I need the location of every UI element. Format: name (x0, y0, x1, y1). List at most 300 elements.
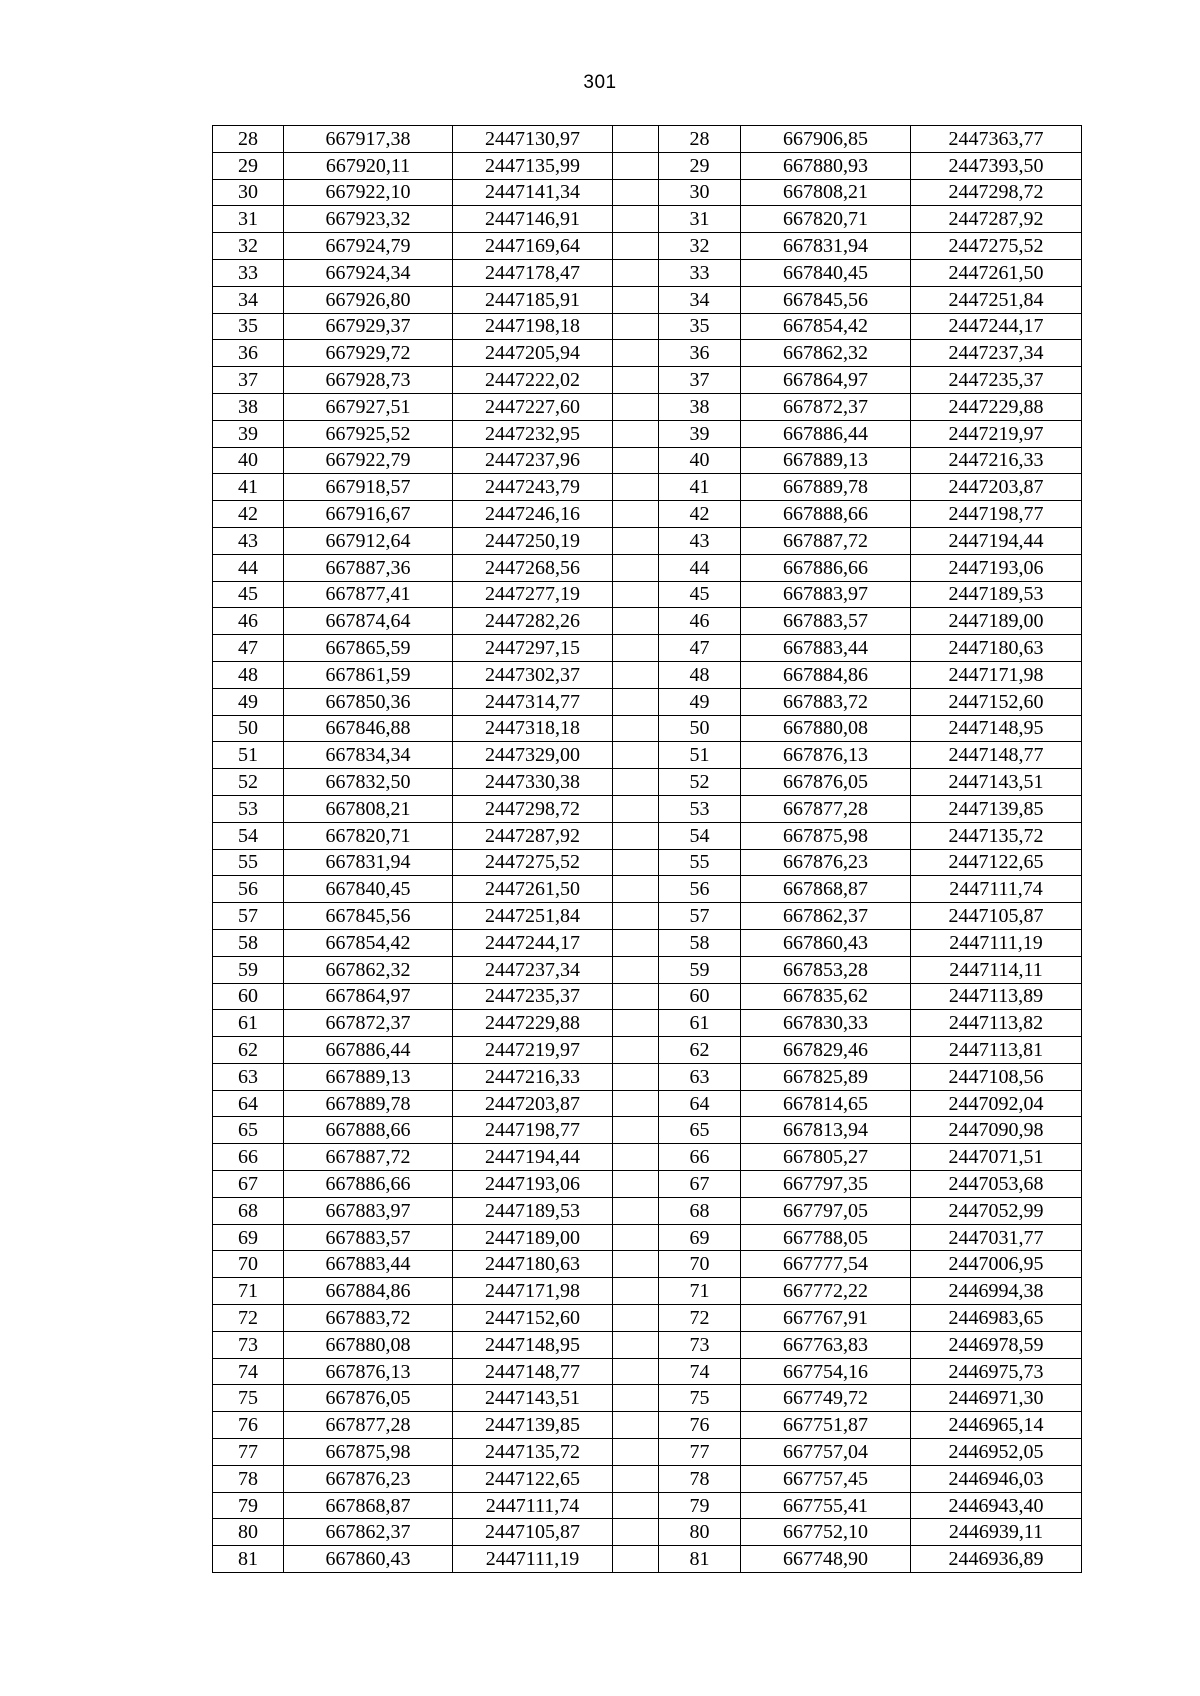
left-y-coordinate-cell: 2447122,65 (453, 1465, 613, 1492)
left-point-number-cell: 36 (213, 340, 284, 367)
left-x-coordinate-cell: 667876,13 (284, 1358, 453, 1385)
table-row (213, 1010, 1082, 1037)
right-y-coordinate-cell: 2446946,03 (911, 1465, 1082, 1492)
right-point-number-cell: 42 (659, 501, 741, 528)
left-point-number-cell: 77 (213, 1439, 284, 1466)
left-y-coordinate-cell: 2447229,88 (453, 1010, 613, 1037)
right-y-coordinate-cell: 2446936,89 (911, 1546, 1082, 1573)
table-row (213, 688, 1082, 715)
left-point-number-cell: 64 (213, 1090, 284, 1117)
right-point-number-cell: 43 (659, 527, 741, 554)
right-x-coordinate-cell: 667772,22 (741, 1278, 911, 1305)
table-row (213, 152, 1082, 179)
left-x-coordinate-cell: 667864,97 (284, 983, 453, 1010)
left-point-number-cell: 34 (213, 286, 284, 313)
left-y-coordinate-cell: 2447205,94 (453, 340, 613, 367)
spacer-cell (613, 1278, 659, 1305)
left-y-coordinate-cell: 2447135,99 (453, 152, 613, 179)
coordinates-table (212, 125, 1082, 1573)
table-row (213, 1171, 1082, 1198)
left-point-number-cell: 46 (213, 608, 284, 635)
table-row (213, 393, 1082, 420)
left-x-coordinate-cell: 667868,87 (284, 1492, 453, 1519)
left-point-number-cell: 75 (213, 1385, 284, 1412)
table-row (213, 233, 1082, 260)
table-row (213, 259, 1082, 286)
right-x-coordinate-cell: 667797,05 (741, 1197, 911, 1224)
right-x-coordinate-cell: 667763,83 (741, 1331, 911, 1358)
left-point-number-cell: 65 (213, 1117, 284, 1144)
left-y-coordinate-cell: 2447203,87 (453, 1090, 613, 1117)
right-point-number-cell: 47 (659, 635, 741, 662)
table-row (213, 742, 1082, 769)
right-y-coordinate-cell: 2447105,87 (911, 903, 1082, 930)
right-point-number-cell: 29 (659, 152, 741, 179)
spacer-cell (613, 420, 659, 447)
right-x-coordinate-cell: 667860,43 (741, 929, 911, 956)
right-x-coordinate-cell: 667889,13 (741, 447, 911, 474)
right-x-coordinate-cell: 667888,66 (741, 501, 911, 528)
right-y-coordinate-cell: 2447216,33 (911, 447, 1082, 474)
right-y-coordinate-cell: 2447298,72 (911, 179, 1082, 206)
page-number: 301 (583, 72, 617, 93)
table-row (213, 286, 1082, 313)
left-y-coordinate-cell: 2447148,77 (453, 1358, 613, 1385)
left-y-coordinate-cell: 2447277,19 (453, 581, 613, 608)
left-point-number-cell: 69 (213, 1224, 284, 1251)
right-x-coordinate-cell: 667767,91 (741, 1305, 911, 1332)
right-x-coordinate-cell: 667748,90 (741, 1546, 911, 1573)
spacer-cell (613, 822, 659, 849)
left-y-coordinate-cell: 2447111,74 (453, 1492, 613, 1519)
left-y-coordinate-cell: 2447243,79 (453, 474, 613, 501)
right-point-number-cell: 72 (659, 1305, 741, 1332)
right-point-number-cell: 80 (659, 1519, 741, 1546)
right-y-coordinate-cell: 2447237,34 (911, 340, 1082, 367)
table-row (213, 313, 1082, 340)
left-y-coordinate-cell: 2447180,63 (453, 1251, 613, 1278)
right-x-coordinate-cell: 667884,86 (741, 661, 911, 688)
right-x-coordinate-cell: 667757,04 (741, 1439, 911, 1466)
left-point-number-cell: 38 (213, 393, 284, 420)
left-y-coordinate-cell: 2447105,87 (453, 1519, 613, 1546)
right-y-coordinate-cell: 2447261,50 (911, 259, 1082, 286)
right-point-number-cell: 76 (659, 1412, 741, 1439)
left-x-coordinate-cell: 667886,66 (284, 1171, 453, 1198)
spacer-cell (613, 1519, 659, 1546)
right-y-coordinate-cell: 2447143,51 (911, 769, 1082, 796)
left-point-number-cell: 37 (213, 367, 284, 394)
left-x-coordinate-cell: 667918,57 (284, 474, 453, 501)
right-x-coordinate-cell: 667752,10 (741, 1519, 911, 1546)
left-x-coordinate-cell: 667917,38 (284, 126, 453, 153)
right-y-coordinate-cell: 2446939,11 (911, 1519, 1082, 1546)
left-point-number-cell: 81 (213, 1546, 284, 1573)
left-x-coordinate-cell: 667922,10 (284, 179, 453, 206)
spacer-cell (613, 152, 659, 179)
spacer-cell (613, 1171, 659, 1198)
right-point-number-cell: 37 (659, 367, 741, 394)
left-y-coordinate-cell: 2447297,15 (453, 635, 613, 662)
table-row (213, 1492, 1082, 1519)
right-y-coordinate-cell: 2446943,40 (911, 1492, 1082, 1519)
right-x-coordinate-cell: 667853,28 (741, 956, 911, 983)
right-y-coordinate-cell: 2447113,89 (911, 983, 1082, 1010)
spacer-cell (613, 1090, 659, 1117)
left-y-coordinate-cell: 2447237,34 (453, 956, 613, 983)
table-row (213, 929, 1082, 956)
left-x-coordinate-cell: 667808,21 (284, 795, 453, 822)
right-point-number-cell: 46 (659, 608, 741, 635)
right-point-number-cell: 61 (659, 1010, 741, 1037)
right-y-coordinate-cell: 2447031,77 (911, 1224, 1082, 1251)
right-x-coordinate-cell: 667883,72 (741, 688, 911, 715)
right-point-number-cell: 68 (659, 1197, 741, 1224)
spacer-cell (613, 1385, 659, 1412)
left-point-number-cell: 30 (213, 179, 284, 206)
left-x-coordinate-cell: 667880,08 (284, 1331, 453, 1358)
left-x-coordinate-cell: 667876,23 (284, 1465, 453, 1492)
spacer-cell (613, 849, 659, 876)
left-point-number-cell: 44 (213, 554, 284, 581)
left-y-coordinate-cell: 2447141,34 (453, 179, 613, 206)
spacer-cell (613, 527, 659, 554)
left-y-coordinate-cell: 2447146,91 (453, 206, 613, 233)
left-y-coordinate-cell: 2447244,17 (453, 929, 613, 956)
right-y-coordinate-cell: 2447111,19 (911, 929, 1082, 956)
spacer-cell (613, 581, 659, 608)
table-row (213, 1278, 1082, 1305)
spacer-cell (613, 1465, 659, 1492)
right-x-coordinate-cell: 667875,98 (741, 822, 911, 849)
right-x-coordinate-cell: 667788,05 (741, 1224, 911, 1251)
left-y-coordinate-cell: 2447282,26 (453, 608, 613, 635)
right-point-number-cell: 74 (659, 1358, 741, 1385)
left-point-number-cell: 57 (213, 903, 284, 930)
spacer-cell (613, 1224, 659, 1251)
left-x-coordinate-cell: 667860,43 (284, 1546, 453, 1573)
right-point-number-cell: 77 (659, 1439, 741, 1466)
spacer-cell (613, 929, 659, 956)
left-x-coordinate-cell: 667924,34 (284, 259, 453, 286)
left-point-number-cell: 48 (213, 661, 284, 688)
table-row (213, 501, 1082, 528)
left-y-coordinate-cell: 2447246,16 (453, 501, 613, 528)
right-y-coordinate-cell: 2447235,37 (911, 367, 1082, 394)
left-y-coordinate-cell: 2447298,72 (453, 795, 613, 822)
spacer-cell (613, 367, 659, 394)
spacer-cell (613, 876, 659, 903)
right-point-number-cell: 81 (659, 1546, 741, 1573)
spacer-cell (613, 795, 659, 822)
left-y-coordinate-cell: 2447178,47 (453, 259, 613, 286)
spacer-cell (613, 233, 659, 260)
left-x-coordinate-cell: 667926,80 (284, 286, 453, 313)
right-point-number-cell: 33 (659, 259, 741, 286)
right-x-coordinate-cell: 667808,21 (741, 179, 911, 206)
left-x-coordinate-cell: 667861,59 (284, 661, 453, 688)
left-y-coordinate-cell: 2447235,37 (453, 983, 613, 1010)
left-y-coordinate-cell: 2447222,02 (453, 367, 613, 394)
right-y-coordinate-cell: 2447006,95 (911, 1251, 1082, 1278)
spacer-cell (613, 1331, 659, 1358)
right-x-coordinate-cell: 667829,46 (741, 1037, 911, 1064)
left-point-number-cell: 35 (213, 313, 284, 340)
left-x-coordinate-cell: 667924,79 (284, 233, 453, 260)
right-y-coordinate-cell: 2447148,95 (911, 715, 1082, 742)
right-y-coordinate-cell: 2447229,88 (911, 393, 1082, 420)
right-y-coordinate-cell: 2447275,52 (911, 233, 1082, 260)
right-point-number-cell: 50 (659, 715, 741, 742)
right-x-coordinate-cell: 667755,41 (741, 1492, 911, 1519)
table-row (213, 1465, 1082, 1492)
right-y-coordinate-cell: 2447171,98 (911, 661, 1082, 688)
right-y-coordinate-cell: 2446965,14 (911, 1412, 1082, 1439)
table-row (213, 581, 1082, 608)
left-x-coordinate-cell: 667884,86 (284, 1278, 453, 1305)
left-x-coordinate-cell: 667831,94 (284, 849, 453, 876)
left-x-coordinate-cell: 667846,88 (284, 715, 453, 742)
left-point-number-cell: 71 (213, 1278, 284, 1305)
right-y-coordinate-cell: 2447122,65 (911, 849, 1082, 876)
left-y-coordinate-cell: 2447329,00 (453, 742, 613, 769)
right-point-number-cell: 79 (659, 1492, 741, 1519)
right-y-coordinate-cell: 2447139,85 (911, 795, 1082, 822)
right-x-coordinate-cell: 667854,42 (741, 313, 911, 340)
left-y-coordinate-cell: 2447148,95 (453, 1331, 613, 1358)
right-x-coordinate-cell: 667831,94 (741, 233, 911, 260)
right-x-coordinate-cell: 667777,54 (741, 1251, 911, 1278)
right-x-coordinate-cell: 667872,37 (741, 393, 911, 420)
table-row (213, 447, 1082, 474)
left-y-coordinate-cell: 2447130,97 (453, 126, 613, 153)
left-x-coordinate-cell: 667883,57 (284, 1224, 453, 1251)
spacer-cell (613, 688, 659, 715)
spacer-cell (613, 1546, 659, 1573)
left-y-coordinate-cell: 2447227,60 (453, 393, 613, 420)
left-point-number-cell: 79 (213, 1492, 284, 1519)
spacer-cell (613, 715, 659, 742)
right-point-number-cell: 55 (659, 849, 741, 876)
spacer-cell (613, 1197, 659, 1224)
left-x-coordinate-cell: 667834,34 (284, 742, 453, 769)
right-point-number-cell: 40 (659, 447, 741, 474)
table-row (213, 1063, 1082, 1090)
left-y-coordinate-cell: 2447152,60 (453, 1305, 613, 1332)
left-x-coordinate-cell: 667912,64 (284, 527, 453, 554)
table-row (213, 822, 1082, 849)
right-y-coordinate-cell: 2447189,53 (911, 581, 1082, 608)
right-point-number-cell: 51 (659, 742, 741, 769)
left-y-coordinate-cell: 2447250,19 (453, 527, 613, 554)
right-point-number-cell: 69 (659, 1224, 741, 1251)
left-y-coordinate-cell: 2447287,92 (453, 822, 613, 849)
left-x-coordinate-cell: 667929,72 (284, 340, 453, 367)
right-point-number-cell: 48 (659, 661, 741, 688)
left-x-coordinate-cell: 667875,98 (284, 1439, 453, 1466)
left-y-coordinate-cell: 2447139,85 (453, 1412, 613, 1439)
table-row (213, 1037, 1082, 1064)
right-point-number-cell: 70 (659, 1251, 741, 1278)
spacer-cell (613, 313, 659, 340)
left-x-coordinate-cell: 667872,37 (284, 1010, 453, 1037)
right-point-number-cell: 34 (659, 286, 741, 313)
left-x-coordinate-cell: 667889,13 (284, 1063, 453, 1090)
left-point-number-cell: 39 (213, 420, 284, 447)
right-x-coordinate-cell: 667889,78 (741, 474, 911, 501)
left-point-number-cell: 62 (213, 1037, 284, 1064)
left-x-coordinate-cell: 667925,52 (284, 420, 453, 447)
spacer-cell (613, 983, 659, 1010)
left-point-number-cell: 49 (213, 688, 284, 715)
spacer-cell (613, 393, 659, 420)
left-point-number-cell: 80 (213, 1519, 284, 1546)
left-y-coordinate-cell: 2447318,18 (453, 715, 613, 742)
left-point-number-cell: 76 (213, 1412, 284, 1439)
table-row (213, 1385, 1082, 1412)
left-x-coordinate-cell: 667887,72 (284, 1144, 453, 1171)
right-x-coordinate-cell: 667814,65 (741, 1090, 911, 1117)
left-point-number-cell: 28 (213, 126, 284, 153)
right-point-number-cell: 32 (659, 233, 741, 260)
right-y-coordinate-cell: 2447198,77 (911, 501, 1082, 528)
right-x-coordinate-cell: 667883,57 (741, 608, 911, 635)
right-y-coordinate-cell: 2447108,56 (911, 1063, 1082, 1090)
right-point-number-cell: 66 (659, 1144, 741, 1171)
left-x-coordinate-cell: 667840,45 (284, 876, 453, 903)
right-x-coordinate-cell: 667749,72 (741, 1385, 911, 1412)
right-y-coordinate-cell: 2447363,77 (911, 126, 1082, 153)
right-x-coordinate-cell: 667906,85 (741, 126, 911, 153)
left-y-coordinate-cell: 2447189,00 (453, 1224, 613, 1251)
right-point-number-cell: 65 (659, 1117, 741, 1144)
spacer-cell (613, 1117, 659, 1144)
right-y-coordinate-cell: 2447114,11 (911, 956, 1082, 983)
left-point-number-cell: 60 (213, 983, 284, 1010)
left-point-number-cell: 50 (213, 715, 284, 742)
spacer-cell (613, 179, 659, 206)
right-x-coordinate-cell: 667886,44 (741, 420, 911, 447)
table-row (213, 1144, 1082, 1171)
right-x-coordinate-cell: 667813,94 (741, 1117, 911, 1144)
left-y-coordinate-cell: 2447251,84 (453, 903, 613, 930)
right-y-coordinate-cell: 2447113,81 (911, 1037, 1082, 1064)
right-point-number-cell: 58 (659, 929, 741, 956)
right-x-coordinate-cell: 667883,97 (741, 581, 911, 608)
left-x-coordinate-cell: 667854,42 (284, 929, 453, 956)
right-y-coordinate-cell: 2447113,82 (911, 1010, 1082, 1037)
right-point-number-cell: 36 (659, 340, 741, 367)
right-y-coordinate-cell: 2447135,72 (911, 822, 1082, 849)
table-row (213, 554, 1082, 581)
left-x-coordinate-cell: 667865,59 (284, 635, 453, 662)
spacer-cell (613, 447, 659, 474)
spacer-cell (613, 259, 659, 286)
right-y-coordinate-cell: 2447148,77 (911, 742, 1082, 769)
table-row (213, 126, 1082, 153)
left-y-coordinate-cell: 2447198,18 (453, 313, 613, 340)
right-x-coordinate-cell: 667797,35 (741, 1171, 911, 1198)
right-y-coordinate-cell: 2447193,06 (911, 554, 1082, 581)
right-x-coordinate-cell: 667868,87 (741, 876, 911, 903)
right-point-number-cell: 62 (659, 1037, 741, 1064)
right-point-number-cell: 35 (659, 313, 741, 340)
table-row (213, 1117, 1082, 1144)
spacer-cell (613, 1144, 659, 1171)
right-point-number-cell: 28 (659, 126, 741, 153)
right-point-number-cell: 52 (659, 769, 741, 796)
left-x-coordinate-cell: 667874,64 (284, 608, 453, 635)
right-point-number-cell: 45 (659, 581, 741, 608)
spacer-cell (613, 1305, 659, 1332)
left-x-coordinate-cell: 667883,97 (284, 1197, 453, 1224)
left-x-coordinate-cell: 667883,72 (284, 1305, 453, 1332)
table-row (213, 340, 1082, 367)
left-x-coordinate-cell: 667888,66 (284, 1117, 453, 1144)
table-row (213, 474, 1082, 501)
right-x-coordinate-cell: 667805,27 (741, 1144, 911, 1171)
left-point-number-cell: 66 (213, 1144, 284, 1171)
spacer-cell (613, 126, 659, 153)
right-y-coordinate-cell: 2447053,68 (911, 1171, 1082, 1198)
left-y-coordinate-cell: 2447232,95 (453, 420, 613, 447)
spacer-cell (613, 340, 659, 367)
left-point-number-cell: 61 (213, 1010, 284, 1037)
spacer-cell (613, 1010, 659, 1037)
spacer-cell (613, 206, 659, 233)
left-x-coordinate-cell: 667887,36 (284, 554, 453, 581)
spacer-cell (613, 742, 659, 769)
left-point-number-cell: 52 (213, 769, 284, 796)
left-x-coordinate-cell: 667845,56 (284, 903, 453, 930)
left-y-coordinate-cell: 2447193,06 (453, 1171, 613, 1198)
table-row (213, 367, 1082, 394)
right-point-number-cell: 31 (659, 206, 741, 233)
left-point-number-cell: 29 (213, 152, 284, 179)
right-y-coordinate-cell: 2447189,00 (911, 608, 1082, 635)
left-y-coordinate-cell: 2447216,33 (453, 1063, 613, 1090)
table-row (213, 661, 1082, 688)
table-row (213, 527, 1082, 554)
left-point-number-cell: 42 (213, 501, 284, 528)
table-row (213, 420, 1082, 447)
left-x-coordinate-cell: 667850,36 (284, 688, 453, 715)
spacer-cell (613, 286, 659, 313)
right-point-number-cell: 67 (659, 1171, 741, 1198)
right-y-coordinate-cell: 2446983,65 (911, 1305, 1082, 1332)
spacer-cell (613, 1412, 659, 1439)
table-row (213, 1090, 1082, 1117)
right-x-coordinate-cell: 667820,71 (741, 206, 911, 233)
right-point-number-cell: 60 (659, 983, 741, 1010)
left-x-coordinate-cell: 667929,37 (284, 313, 453, 340)
left-point-number-cell: 53 (213, 795, 284, 822)
right-x-coordinate-cell: 667835,62 (741, 983, 911, 1010)
right-y-coordinate-cell: 2447152,60 (911, 688, 1082, 715)
right-x-coordinate-cell: 667880,93 (741, 152, 911, 179)
left-y-coordinate-cell: 2447194,44 (453, 1144, 613, 1171)
left-point-number-cell: 78 (213, 1465, 284, 1492)
spacer-cell (613, 474, 659, 501)
right-point-number-cell: 56 (659, 876, 741, 903)
left-point-number-cell: 40 (213, 447, 284, 474)
table-row (213, 1519, 1082, 1546)
right-y-coordinate-cell: 2446952,05 (911, 1439, 1082, 1466)
spacer-cell (613, 554, 659, 581)
right-point-number-cell: 41 (659, 474, 741, 501)
right-y-coordinate-cell: 2446975,73 (911, 1358, 1082, 1385)
spacer-cell (613, 956, 659, 983)
